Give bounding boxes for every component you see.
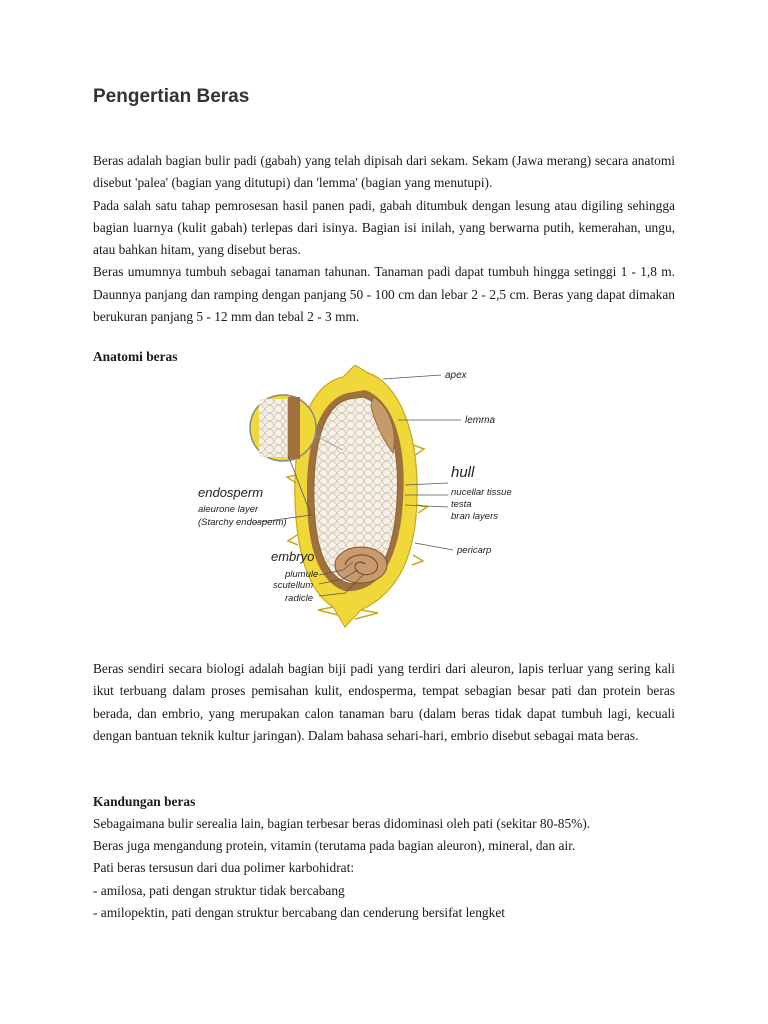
rice-grain-diagram	[193, 365, 533, 630]
content-line-3: Pati beras tersusun dari dua polimer karbohidrat:	[93, 860, 355, 876]
label-bran: bran layers	[451, 511, 498, 522]
label-aleurone: aleurone layer	[198, 504, 259, 515]
content-line-5: - amilopektin, pati dengan struktur bercabang dan cenderung bersifat lengket	[93, 904, 505, 920]
rice-anatomy-figure	[193, 365, 533, 630]
intro-paragraph-3: Beras umumnya tumbuh sebagai tanaman tahunan. Tanaman padi dapat tumbuh hingga setinggi 1 - 1,8 m. Daunnya panjang dan ramping dengan panjang 50 - 100 cm dan lebar 2 - 2,5 cm. Beras yang dapat dimakan berukuran panjang 5 - 12 mm dan tebal 2 - 3 mm.	[93, 264, 675, 325]
intro-paragraph-1: Beras adalah bagian bulir padi (gabah) yang telah dipisah dari sekam. Sekam (Jawa merang) secara anatomi disebut 'palea' (bagian yang ditutupi) dan 'lemma' (bagian yang menutupi).	[93, 153, 675, 191]
intro-paragraph-2: Pada salah satu tahap pemrosesan hasil panen padi, gabah ditumbuk dengan lesung atau digiling sehingga bagian luarnya (kulit gabah) terlepas dari isinya. Bagian isi inilah, yang berwarna putih, kemerahan, ungu, atau bahkan hitam, yang disebut beras.	[93, 197, 675, 258]
label-embryo: embryo	[271, 549, 315, 564]
label-nucellar: nucellar tissue	[451, 487, 512, 498]
content-line-1: Sebagaimana bulir serealia lain, bagian terbesar beras didominasi oleh pati (sekitar 80-85%).	[93, 816, 591, 831]
content-heading: Kandungan beras	[93, 794, 196, 809]
label-testa: testa	[451, 499, 472, 510]
label-lemma: lemma	[465, 415, 496, 426]
anatomy-heading: Anatomi beras	[93, 349, 178, 364]
content-line-4: - amilosa, pati dengan struktur tidak bercabang	[93, 882, 345, 898]
embryo-body	[335, 547, 387, 583]
label-apex: apex	[445, 370, 467, 381]
label-hull: hull	[451, 464, 475, 481]
intro-section	[93, 150, 675, 328]
label-endosperm: endosperm	[198, 485, 264, 500]
page-title: Pengertian Beras	[93, 86, 250, 107]
content-line-2: Beras juga mengandung protein, vitamin (terutama pada bagian aleuron), mineral, dan air.	[93, 838, 576, 854]
inset-bran	[288, 397, 300, 459]
label-radicle: radicle	[285, 593, 313, 604]
content-section	[93, 791, 675, 924]
inset-cells	[259, 399, 287, 457]
label-pericarp: pericarp	[457, 545, 492, 556]
label-starchy: (Starchy endosperm)	[198, 517, 287, 528]
anatomy-paragraph: Beras sendiri secara biologi adalah bagian biji padi yang terdiri dari aleuron, lapis terluar yang sering kali ikut terbuang dalam proses pemisahan kulit, endosperma, tempat sebagian besar pati dan protein beras berada, dan embrio, yang merupakan calon tanaman baru (dalam beras tidak dapat tumbuh lagi, kecuali dengan bantuan teknik kultur jaringan). Dalam bahasa sehari-hari, embrio disebut sebagai mata beras.	[93, 661, 675, 743]
anatomy-text-block	[93, 658, 675, 747]
label-scutellum: scutellum	[273, 580, 314, 591]
label-plumule: plumule	[285, 569, 319, 580]
